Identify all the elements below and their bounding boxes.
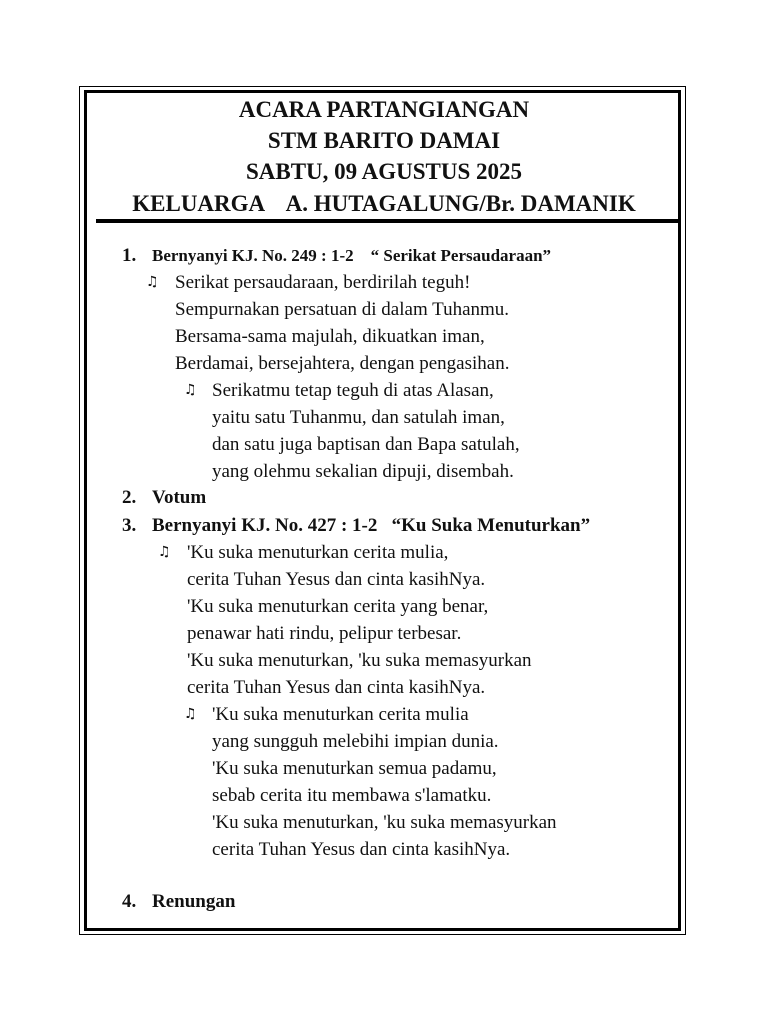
header-title: ACARA PARTANGIANGAN (238, 97, 530, 122)
verse-line: 'Ku suka menuturkan cerita yang benar, (187, 596, 489, 617)
verse-line: 'Ku suka menuturkan, 'ku suka memasyurkan (212, 812, 557, 833)
music-note-icon: ♫ (184, 382, 197, 398)
verse-line: penawar hati rindu, pelipur terbesar. (187, 623, 462, 644)
verse-line: yaitu satu Tuhanmu, dan satulah iman, (212, 407, 505, 428)
item-3-heading: Bernyanyi KJ. No. 427 : 1-2 “Ku Suka Menuturkan” (152, 515, 591, 536)
verse-line: Sempurnakan persatuan di dalam Tuhanmu. (175, 299, 510, 320)
verse-line: cerita Tuhan Yesus dan cinta kasihNya. (187, 677, 486, 698)
verse-line: 'Ku suka menuturkan, 'ku suka memasyurkan (187, 650, 532, 671)
verse-line: 'Ku suka menuturkan semua padamu, (212, 758, 497, 779)
verse-line: 'Ku suka menuturkan cerita mulia (212, 704, 469, 725)
item-2-heading: Votum (152, 487, 207, 508)
verse-line: Serikatmu tetap teguh di atas Alasan, (212, 380, 494, 401)
item-1-number: 1. (122, 245, 137, 266)
verse-line: cerita Tuhan Yesus dan cinta kasihNya. (187, 569, 486, 590)
verse-line: yang sungguh melebihi impian dunia. (212, 731, 499, 752)
music-note-icon: ♫ (184, 706, 197, 722)
verse-line: dan satu juga baptisan dan Bapa satulah, (212, 434, 520, 455)
header-divider (96, 219, 680, 223)
music-note-icon: ♫ (146, 274, 159, 290)
header-date: SABTU, 09 AGUSTUS 2025 (245, 159, 523, 184)
header-family: KELUARGA A. HUTAGALUNG/Br. DAMANIK (132, 191, 636, 216)
verse-line: cerita Tuhan Yesus dan cinta kasihNya. (212, 839, 511, 860)
verse-line: yang olehmu sekalian dipuji, disembah. (212, 461, 514, 482)
item-4-number: 4. (122, 891, 137, 912)
music-note-icon: ♫ (158, 544, 171, 560)
verse-line: Berdamai, bersejahtera, dengan pengasihan. (175, 353, 510, 374)
item-3-number: 3. (122, 515, 137, 536)
item-2-number: 2. (122, 487, 137, 508)
verse-line: Bersama-sama majulah, dikuatkan iman, (175, 326, 485, 347)
verse-line: sebab cerita itu membawa s'lamatku. (212, 785, 492, 806)
verse-line: 'Ku suka menuturkan cerita mulia, (187, 542, 449, 563)
verse-line: Serikat persaudaraan, berdirilah teguh! (175, 272, 471, 293)
item-1-heading: Bernyanyi KJ. No. 249 : 1-2 “ Serikat Persaudaraan” (152, 246, 552, 265)
header-organization: STM BARITO DAMAI (267, 128, 501, 153)
item-4-heading: Renungan (152, 891, 236, 912)
